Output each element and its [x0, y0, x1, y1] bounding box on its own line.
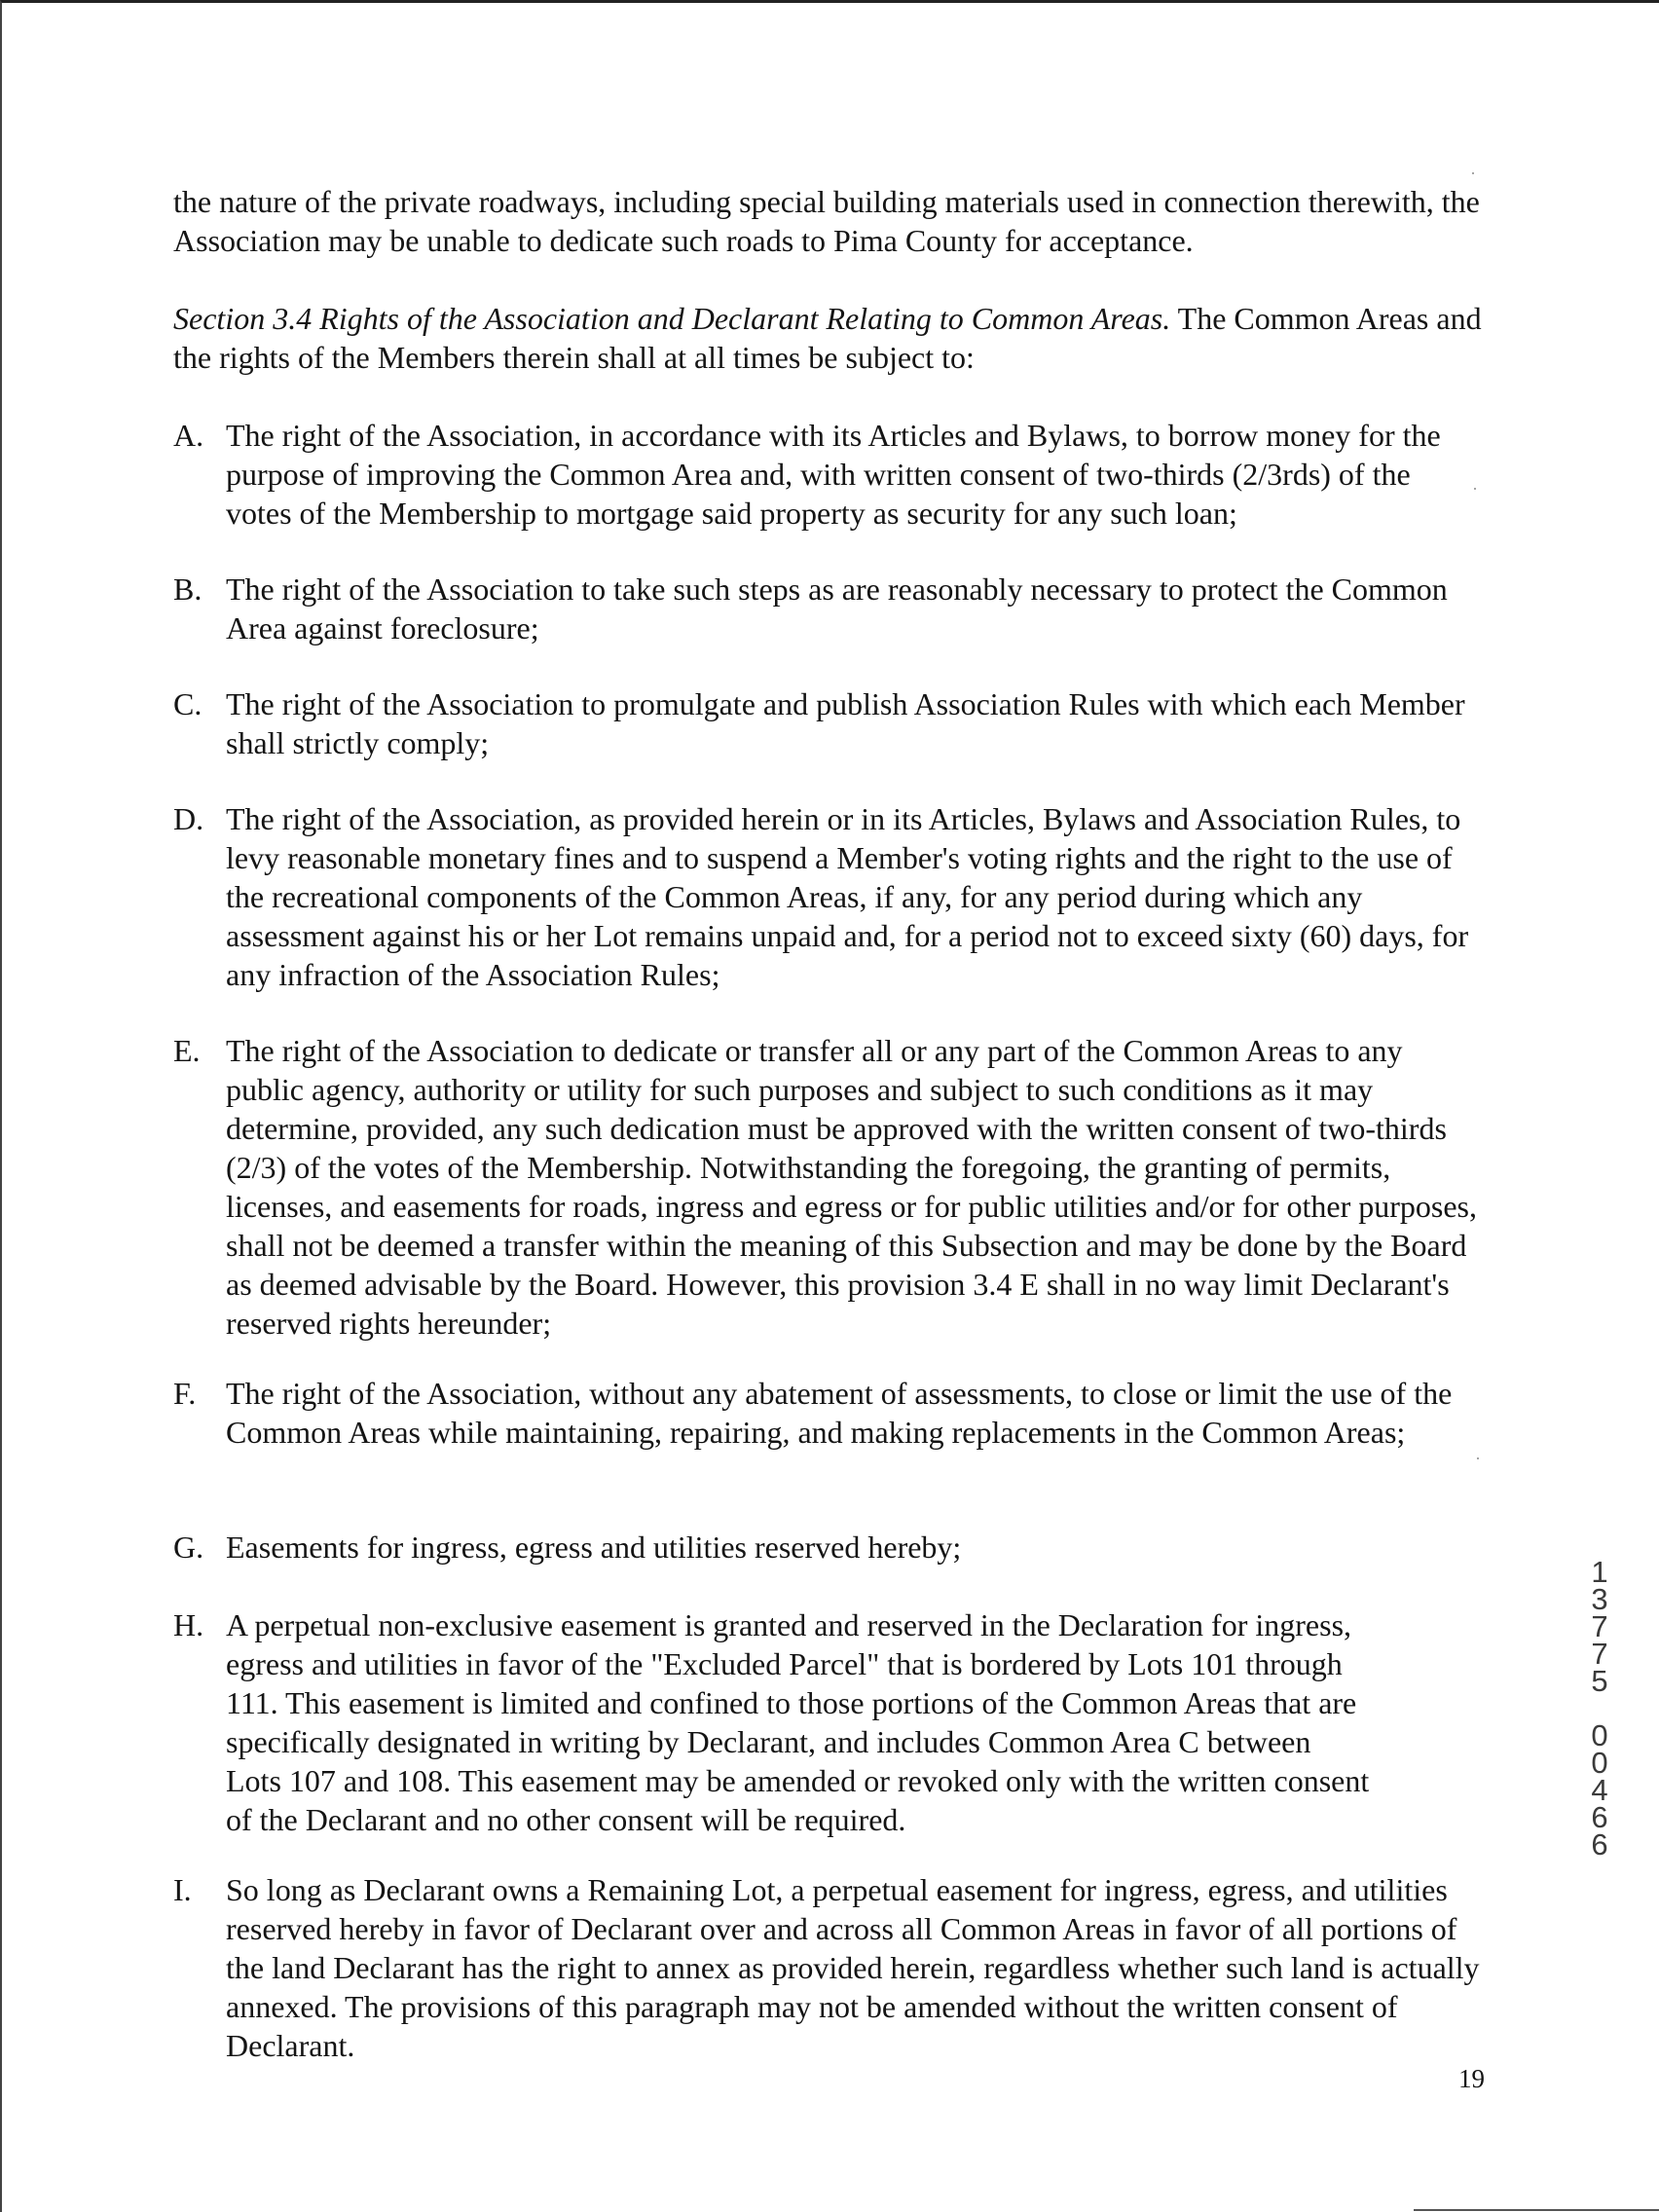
item-text: Easements for ingress, egress and utilities reserved hereby;	[226, 1530, 962, 1565]
item-letter: E.	[173, 1033, 201, 1068]
item-letter: C.	[173, 686, 203, 721]
list-item-i	[173, 1870, 1488, 2065]
item-text: The right of the Association, without any abatement of assessments, to close or limit the use of the Common Areas while maintaining, repairing, and making replacements in the Common Areas;	[226, 1376, 1453, 1450]
item-letter: I.	[173, 1872, 192, 1907]
list-item-d	[173, 799, 1483, 994]
list-item-g	[173, 1528, 1483, 1567]
page-number: 19	[1458, 2064, 1485, 2093]
section-heading: Section 3.4 Rights of the Association and Declarant Relating to Common Areas.	[173, 301, 1171, 336]
scan-edge-line	[1414, 2209, 1659, 2211]
scan-speck	[1474, 488, 1476, 490]
item-letter: A.	[173, 418, 204, 453]
item-text: The right of the Association to dedicate or transfer all or any part of the Common Areas to any public agency, authority or utility for such purposes and subject to such conditions as it may determine, provided, any such dedication must be approved with the written consent of two-thirds (2/3) of the votes of the Membership. Notwithstanding the foregoing, the granting of permits, licenses, and easements for roads, ingress and egress or for public utilities and/or for other purposes, shall not be deemed a transfer within the meaning of this Subsection and may be done by the Board as deemed advisable by the Board. However, this provision 3.4 E shall in no way limit Declarant's reserved rights hereunder;	[226, 1033, 1477, 1341]
list-item-c	[173, 684, 1483, 762]
item-text: The right of the Association to take such steps as are reasonably necessary to protect the Common Area against foreclosure;	[226, 571, 1448, 645]
continuation-paragraph: the nature of the private roadways, including special building materials used in connection therewith, the Association may be unable to dedicate such roads to Pima County for acceptance.	[173, 184, 1480, 258]
recording-stamp: 1 3 7 7 5 0 0 4 6 6	[1591, 1555, 1608, 1862]
item-text: A perpetual non-exclusive easement is granted and reserved in the Declaration for ingress, egress and utilities in favor of the "Excluded Parcel" that is bordered by Lots 101 through 111. This easement is limited and confined to those portions of the Common Areas that are specifically designated in writing by Declarant, and includes Common Area C between Lots 107 and 108. This easement may be amended or revoked only with the written consent of the Declarant and no other consent will be required.	[226, 1607, 1370, 1837]
scan-speck	[1477, 1457, 1479, 1459]
section-intro: The Common Areas and the rights of the Members therein shall at all times be subject to:	[173, 301, 1482, 375]
item-text: The right of the Association to promulgate and publish Association Rules with which each Member shall strictly comply;	[226, 686, 1465, 760]
list-item-h	[173, 1605, 1371, 1839]
item-text: The right of the Association, as provided herein or in its Articles, Bylaws and Association Rules, to levy reasonable monetary fines and to suspend a Member's voting rights and the right to the use of the recreational components of the Common Areas, if any, for any period during which any assessment against his or her Lot remains unpaid and, for a period not to exceed sixty (60) days, for any infraction of the Association Rules;	[226, 801, 1469, 992]
item-text: The right of the Association, in accordance with its Articles and Bylaws, to borrow money for the purpose of improving the Common Area and, with written consent of two-thirds (2/3rds) of the votes of the Membership to mortgage said property as security for any such loan;	[226, 418, 1441, 531]
list-item-f	[173, 1374, 1483, 1452]
item-letter: H.	[173, 1607, 204, 1642]
scan-speck	[1472, 172, 1474, 174]
item-letter: D.	[173, 801, 204, 836]
item-text: So long as Declarant owns a Remaining Lot, a perpetual easement for ingress, egress, and utilities reserved hereby in favor of Declarant over and across all Common Areas in favor of all portions of the land Declarant has the right to annex as provided herein, regardless whether such land is actually annexed. The provisions of this paragraph may not be amended without the written consent of Declarant.	[226, 1872, 1480, 2063]
item-letter: G.	[173, 1530, 204, 1565]
list-item-e	[173, 1031, 1483, 1343]
list-item-a	[173, 416, 1483, 533]
section-3-4-paragraph	[173, 299, 1488, 377]
item-letter: B.	[173, 571, 203, 607]
item-letter: F.	[173, 1376, 197, 1411]
list-item-b	[173, 570, 1483, 647]
